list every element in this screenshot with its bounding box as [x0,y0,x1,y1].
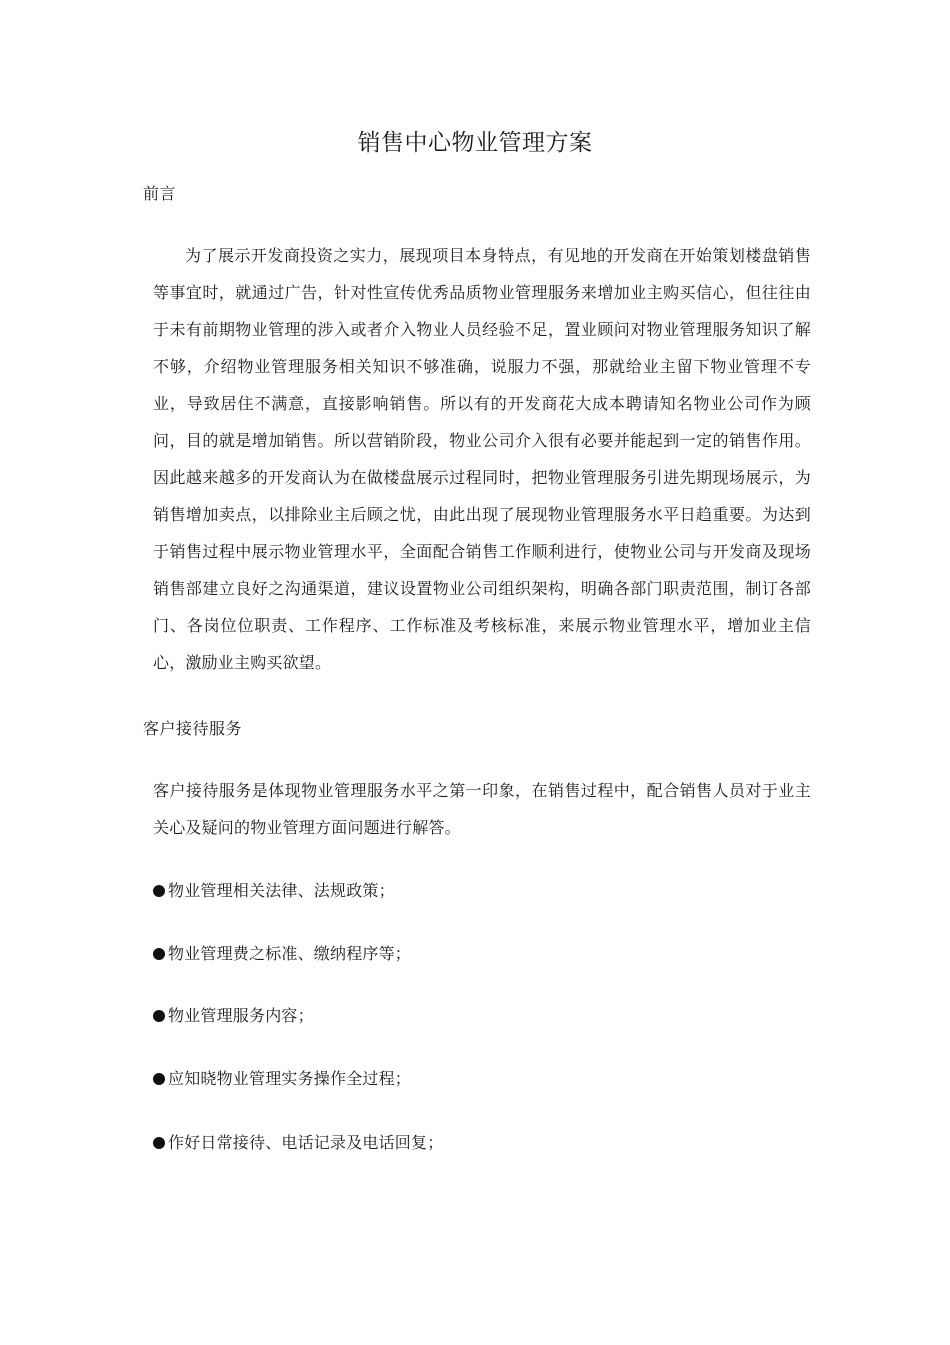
list-item [153,1004,314,1028]
document-title: 销售中心物业管理方案 [357,130,593,156]
list-item-text: 应知晓物业管理实务操作全过程； [168,1069,412,1088]
list-item-text: 作好日常接待、电话记录及电话回复； [168,1133,444,1152]
bullet-icon [153,948,165,960]
list-item [153,1067,411,1091]
section-heading-preface: 前言 [143,184,177,203]
bullet-icon [153,1010,165,1022]
bullet-icon [153,885,165,897]
list-item-text: 物业管理相关法律、法规政策； [168,881,395,900]
section-heading-reception: 客户接待服务 [143,719,243,738]
bullet-icon [153,1073,165,1085]
list-item [153,879,395,903]
bullet-icon [153,1137,165,1149]
list-item-text: 物业管理费之标准、缴纳程序等； [168,944,412,963]
list-item [153,1131,443,1155]
list-item-text: 物业管理服务内容； [168,1006,314,1025]
reception-paragraph: 客户接待服务是体现物业管理服务水平之第一印象，在销售过程中，配合销售人员对于业主关心及疑问的物业管理方面问题进行解答。 [153,781,811,837]
preface-paragraph: 为了展示开发商投资之实力，展现项目本身特点，有见地的开发商在开始策划楼盘销售等事宜时，就通过广告，针对性宣传优秀品质物业管理服务来增加业主购买信心，但往往由于未有前期物业管理的涉入或者介入物业人员经验不足，置业顾问对物业管理服务知识了解不够，介绍物业管理服务相关知识不够准确，说服力不强，那就给业主留下物业管理不专业，导致居住不满意，直接影响销售。所以有的开发商花大成本聘请知名物业公司作为顾问，目的就是增加销售。所以营销阶段，物业公司介入很有必要并能起到一定的销售作用。因此越来越多的开发商认为在做楼盘展示过程同时，把物业管理服务引进先期现场展示，为销售增加卖点，以排除业主后顾之忧，由此出现了展现物业管理服务水平日趋重要。为达到于销售过程中展示物业管理水平，全面配合销售工作顺利进行，使物业公司与开发商及现场销售部建立良好之沟通渠道，建议设置物业公司组织架构，明确各部门职责范围，制订各部门、各岗位位职责、工作程序、工作标准及考核标准，来展示物业管理水平，增加业主信心，激励业主购买欲望。 [153,246,811,672]
list-item [153,942,411,966]
